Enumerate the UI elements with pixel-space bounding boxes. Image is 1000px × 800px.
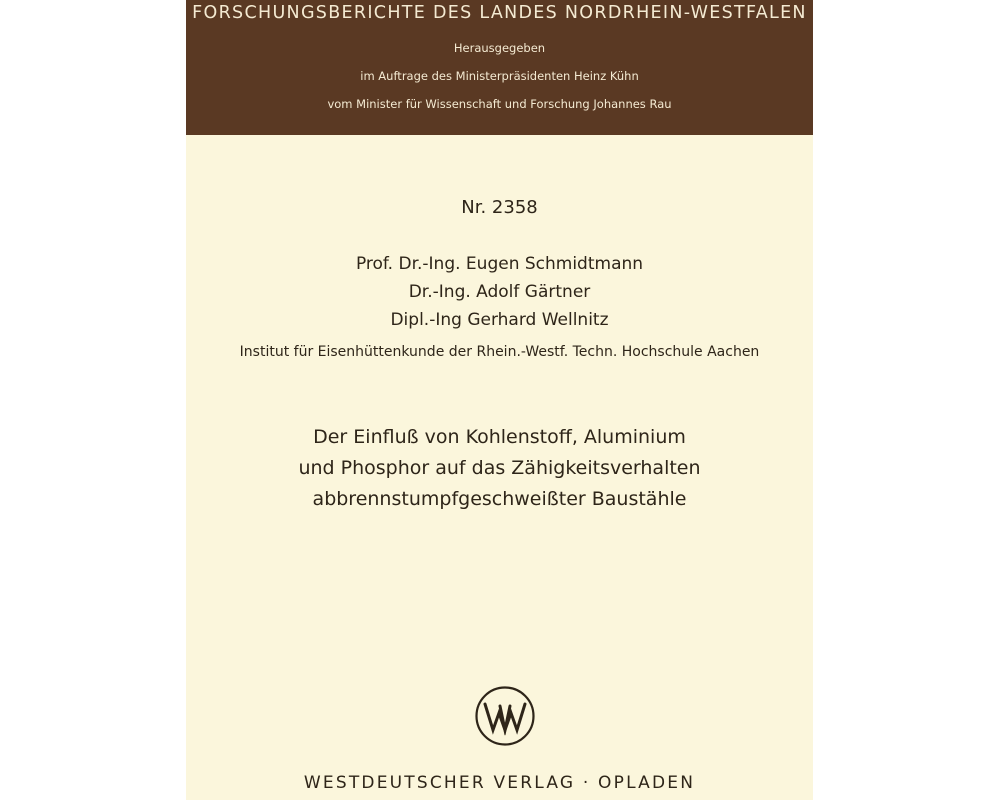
- author-2: Dr.-Ing. Adolf Gärtner: [408, 282, 591, 302]
- author-3: Dipl.-Ing Gerhard Wellnitz: [390, 310, 609, 330]
- institute: Institut für Eisenhüttenkunde der Rhein.-Westf. Techn. Hochschule Aachen: [239, 344, 760, 360]
- title-line-1: Der Einfluß von Kohlenstoff, Aluminium: [313, 426, 686, 448]
- title-line-2: und Phosphor auf das Zähigkeitsverhalten: [298, 457, 701, 479]
- book-cover: [186, 0, 813, 800]
- author-1: Prof. Dr.-Ing. Eugen Schmidtmann: [355, 254, 644, 274]
- editor-line-2: im Auftrage des Ministerpräsidenten Heinz Kühn: [360, 69, 639, 83]
- cover-header: [186, 0, 813, 135]
- editor-line-3: vom Minister für Wissenschaft und Forschung Johannes Rau: [327, 97, 672, 111]
- title-line-3: abbrennstumpfgeschweißter Baustähle: [312, 488, 687, 510]
- publisher: WESTDEUTSCHER VERLAG · OPLADEN: [303, 773, 696, 793]
- report-number: Nr. 2358: [461, 197, 538, 218]
- editor-line-1: Herausgegeben: [453, 41, 546, 55]
- series-title: FORSCHUNGSBERICHTE DES LANDES NORDRHEIN-WESTFALEN: [192, 3, 807, 23]
- ww-circle-logo-icon: [474, 685, 536, 747]
